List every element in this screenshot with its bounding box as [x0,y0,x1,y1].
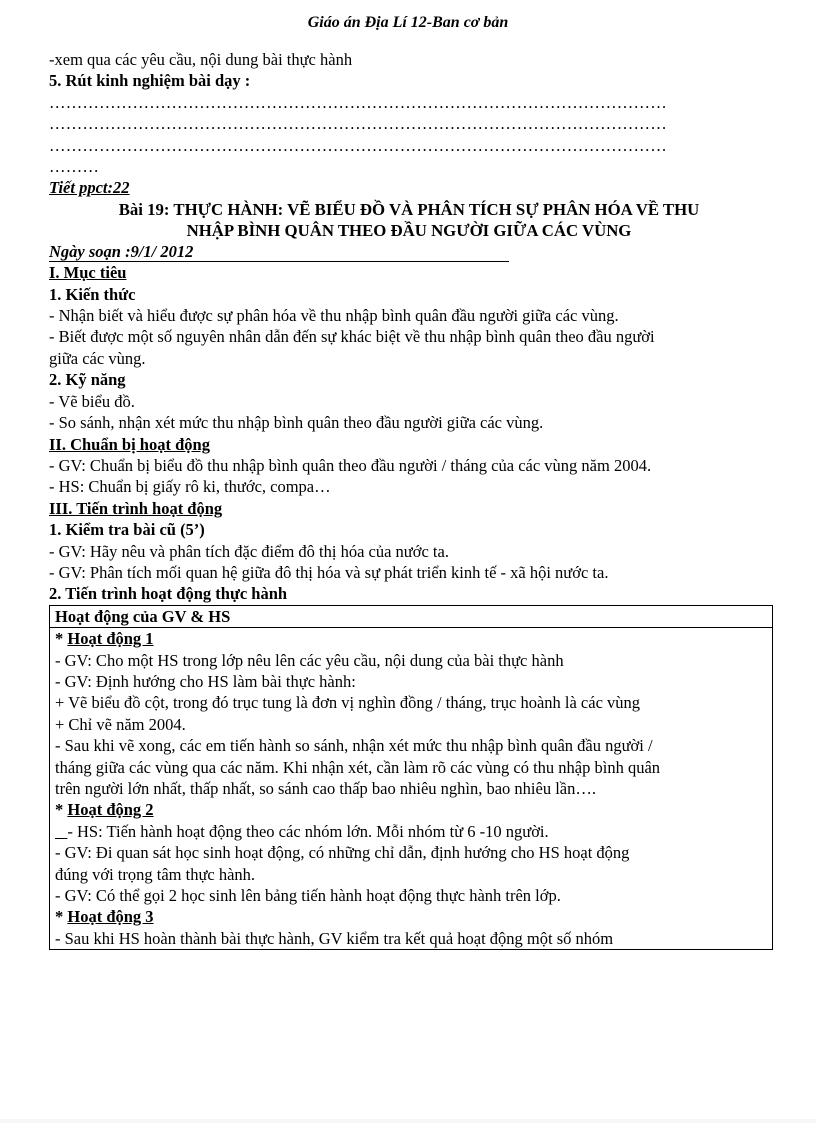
lesson-title [49,199,769,241]
list-item: - GV: Định hướng cho HS làm bài thực hành: [55,671,356,691]
skill-item-1: - Vẽ biểu đồ. [49,391,135,411]
knowledge-item-2b: giữa các vùng. [49,348,146,368]
list-item: đúng với trọng tâm thực hành. [55,864,256,884]
activity-2-title: Hoạt động 2 [67,800,154,820]
list-item: - Sau khi HS hoàn thành bài thực hành, GV kiểm tra kết quả hoạt động một số nhóm [55,928,614,948]
lesson-date: Ngày soạn :9/1/ 2012 [49,242,509,262]
document-body [49,49,769,950]
activity-3-title: Hoạt động 3 [67,907,154,927]
list-item: - GV: Đi quan sát học sinh hoạt động, có những chỉ dẫn, định hướng cho HS hoạt động [55,843,630,863]
dot-line-3: ………………………………………………………………………………………………… [49,135,667,155]
preparation-heading: II. Chuẩn bị hoạt động [49,434,210,454]
experience-heading: 5. Rút kinh nghiệm bài dạy : [49,71,251,91]
activity-2-heading [55,799,768,820]
knowledge-heading: 1. Kiến thức [49,284,136,304]
dot-line-4: ……… [49,157,100,177]
preparation-hs: - HS: Chuẩn bị giấy rô ki, thước, compa… [49,477,331,497]
dot-line-1: ………………………………………………………………………………………………… [49,92,667,112]
list-item: + Chỉ vẽ năm 2004. [55,714,186,734]
page-header: Giáo án Địa Lí 12-Ban cơ bản [307,14,509,31]
list-item: trên người lớn nhất, thấp nhất, so sánh cao thấp bao nhiêu nghìn, bao nhiêu lần…. [55,779,596,798]
procedure-heading: III. Tiến trình hoạt động [49,498,223,518]
blank-underline [55,822,67,841]
prep-line: -xem qua các yêu cầu, nội dung bài thực hành [49,50,353,69]
list-item: - GV: Có thể gọi 2 học sinh lên bảng tiến hành hoạt động thực hành trên lớp. [55,886,561,906]
table-header-cell: Hoạt động của GV & HS [50,605,773,627]
activity-1-title: Hoạt động 1 [67,629,154,649]
activity-2-star: * [55,800,64,820]
activity-1-heading [55,628,768,649]
table-header-row [50,605,773,627]
lesson-title-line-1: Bài 19: THỰC HÀNH: VẼ BIỂU ĐỒ VÀ PHÂN TÍCH SỰ PHÂN HÓA VỀ THU [118,199,700,219]
dot-line-2: ………………………………………………………………………………………………… [49,114,667,134]
practice-heading: 2. Tiến trình hoạt động thực hành [49,584,288,604]
activity-table [49,605,773,951]
table-body-row [50,628,773,950]
list-item: - Sau khi vẽ xong, các em tiến hành so sánh, nhận xét mức thu nhập bình quân đầu người / [55,736,653,756]
list-item: - GV: Cho một HS trong lớp nêu lên các yêu cầu, nội dung của bài thực hành [55,650,564,670]
review-item-2: - GV: Phân tích mối quan hệ giữa đô thị hóa và sự phát triển kinh tế - xã hội nước ta. [49,562,609,582]
activity-3-star: * [55,907,64,927]
table-body-cell [50,628,773,950]
knowledge-item-2a: - Biết được một số nguyên nhân dẫn đến sự khác biệt về thu nhập bình quân theo đầu người [49,327,655,347]
review-heading: 1. Kiểm tra bài cũ (5’) [49,520,205,540]
page-bottom-edge [0,1119,816,1123]
list-item: + Vẽ biểu đồ cột, trong đó trục tung là đơn vị nghìn đồng / tháng, trục hoành là các vùng [55,693,641,713]
lesson-period: Tiết ppct:22 [49,178,130,198]
activity-1-star: * [55,629,64,649]
activity-3-heading [55,906,768,927]
review-item-1: - GV: Hãy nêu và phân tích đặc điểm đô thị hóa của nước ta. [49,541,449,561]
skill-item-2: - So sánh, nhận xét mức thu nhập bình quân theo đầu người giữa các vùng. [49,413,544,433]
list-item [55,821,768,842]
skills-heading: 2. Kỹ năng [49,370,126,390]
activity-2-line-1: - HS: Tiến hành hoạt động theo các nhóm lớn. Mỗi nhóm từ 6 -10 người. [67,821,549,841]
lesson-title-line-2: NHẬP BÌNH QUÂN THEO ĐẦU NGƯỜI GIỮA CÁC VÙNG [186,220,632,240]
preparation-gv: - GV: Chuẩn bị biểu đồ thu nhập bình quân theo đầu người / tháng của các vùng năm 2004. [49,455,652,475]
objectives-heading: I. Mục tiêu [49,263,127,283]
list-item: tháng giữa các vùng qua các năm. Khi nhận xét, cần làm rõ các vùng có thu nhập bình quân [55,757,661,777]
knowledge-item-1: - Nhận biết và hiểu được sự phân hóa về thu nhập bình quân đầu người giữa các vùng. [49,306,619,326]
